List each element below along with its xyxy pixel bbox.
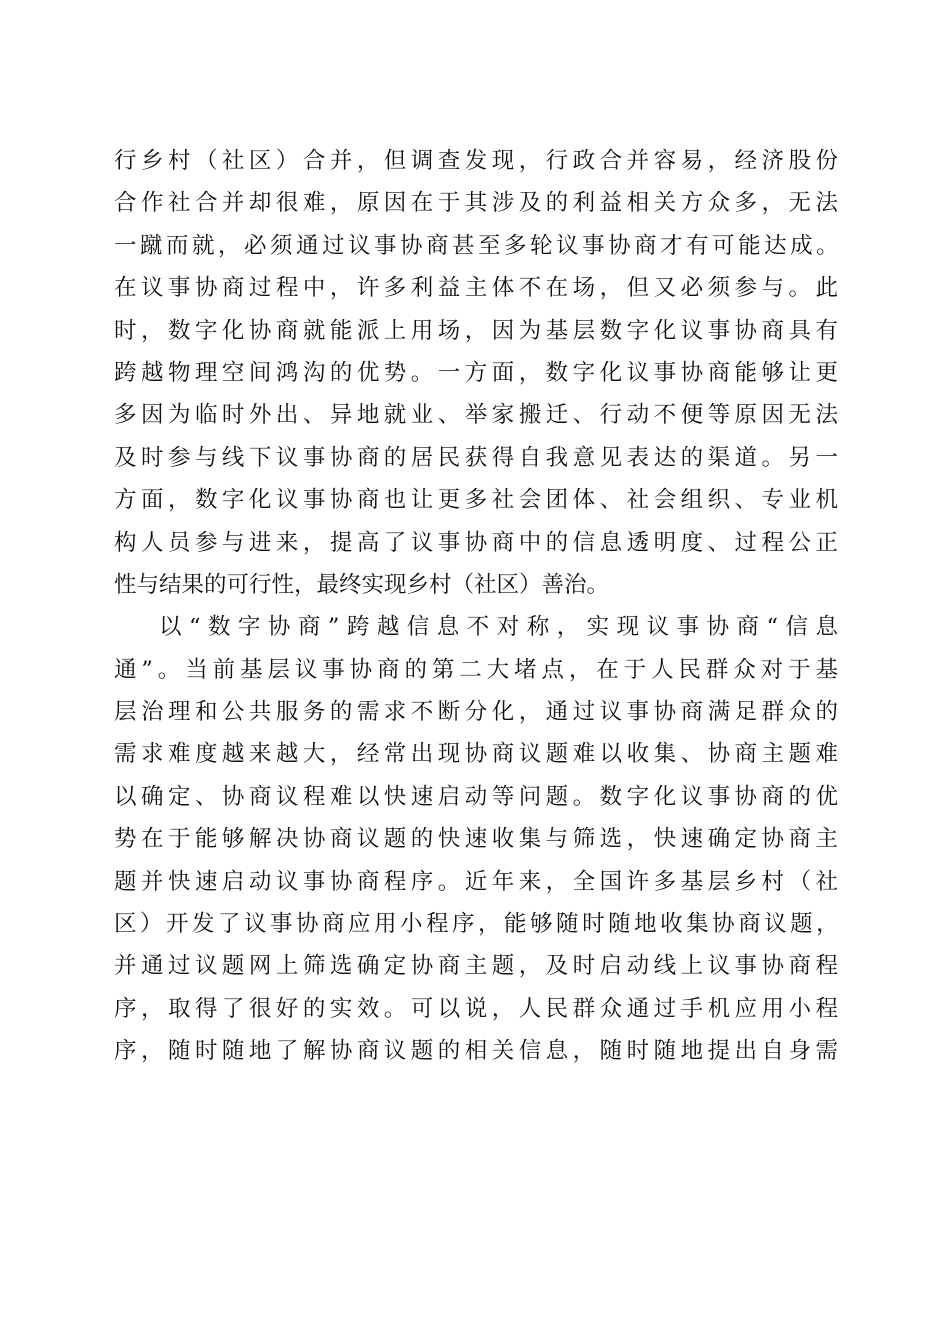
text-line: 势在于能够解决协商议题的快速收集与筛选，快速确定协商主 bbox=[114, 826, 838, 853]
text-line: 通”。当前基层议事协商的第二大堵点，在于人民群众对于基 bbox=[114, 656, 838, 683]
text-line: 多因为临时外出、异地就业、举家搬迁、行动不便等原因无法 bbox=[114, 402, 838, 429]
document-body bbox=[114, 140, 838, 1073]
text-line: 序，取得了很好的实效。可以说，人民群众通过手机应用小程 bbox=[114, 995, 838, 1022]
text-line: 层治理和公共服务的需求不断分化，通过议事协商满足群众的 bbox=[114, 699, 838, 726]
text-line: 需求难度越来越大，经常出现协商议题难以收集、协商主题难 bbox=[114, 741, 838, 768]
text-line: 序，随时随地了解协商议题的相关信息，随时随地提出自身需 bbox=[114, 1038, 838, 1065]
paragraph-2 bbox=[114, 606, 838, 1072]
text-line: 时，数字化协商就能派上用场，因为基层数字化议事协商具有 bbox=[114, 317, 838, 344]
text-line: 题并快速启动议事协商程序。近年来，全国许多基层乡村（社 bbox=[114, 868, 838, 895]
text-line: 在议事协商过程中，许多利益主体不在场，但又必须参与。此 bbox=[114, 275, 838, 302]
paragraph-1 bbox=[114, 140, 838, 606]
text-line: 并通过议题网上筛选确定协商主题，及时启动线上议事协商程 bbox=[114, 953, 838, 980]
text-line: 方面，数字化议事协商也让更多社会团体、社会组织、专业机 bbox=[114, 487, 838, 514]
text-line: 性与结果的可行性，最终实现乡村（社区）善治。 bbox=[114, 571, 610, 598]
text-line: 行乡村（社区）合并，但调查发现，行政合并容易，经济股份 bbox=[114, 148, 838, 174]
text-line: 以确定、协商议程难以快速启动等问题。数字化议事协商的优 bbox=[114, 783, 838, 810]
text-line: 构人员参与进来，提高了议事协商中的信息透明度、过程公正 bbox=[114, 529, 838, 556]
text-line: 一蹴而就，必须通过议事协商甚至多轮议事协商才有可能达成。 bbox=[114, 232, 838, 259]
text-line: 以“数字协商”跨越信息不对称，实现议事协商“信息 bbox=[159, 614, 838, 641]
text-line: 区）开发了议事协商应用小程序，能够随时随地收集协商议题， bbox=[114, 911, 838, 938]
text-line: 跨越物理空间鸿沟的优势。一方面，数字化议事协商能够让更 bbox=[114, 359, 838, 386]
text-line: 合作社合并却很难，原因在于其涉及的利益相关方众多，无法 bbox=[114, 190, 838, 217]
text-line: 及时参与线下议事协商的居民获得自我意见表达的渠道。另一 bbox=[114, 444, 838, 471]
